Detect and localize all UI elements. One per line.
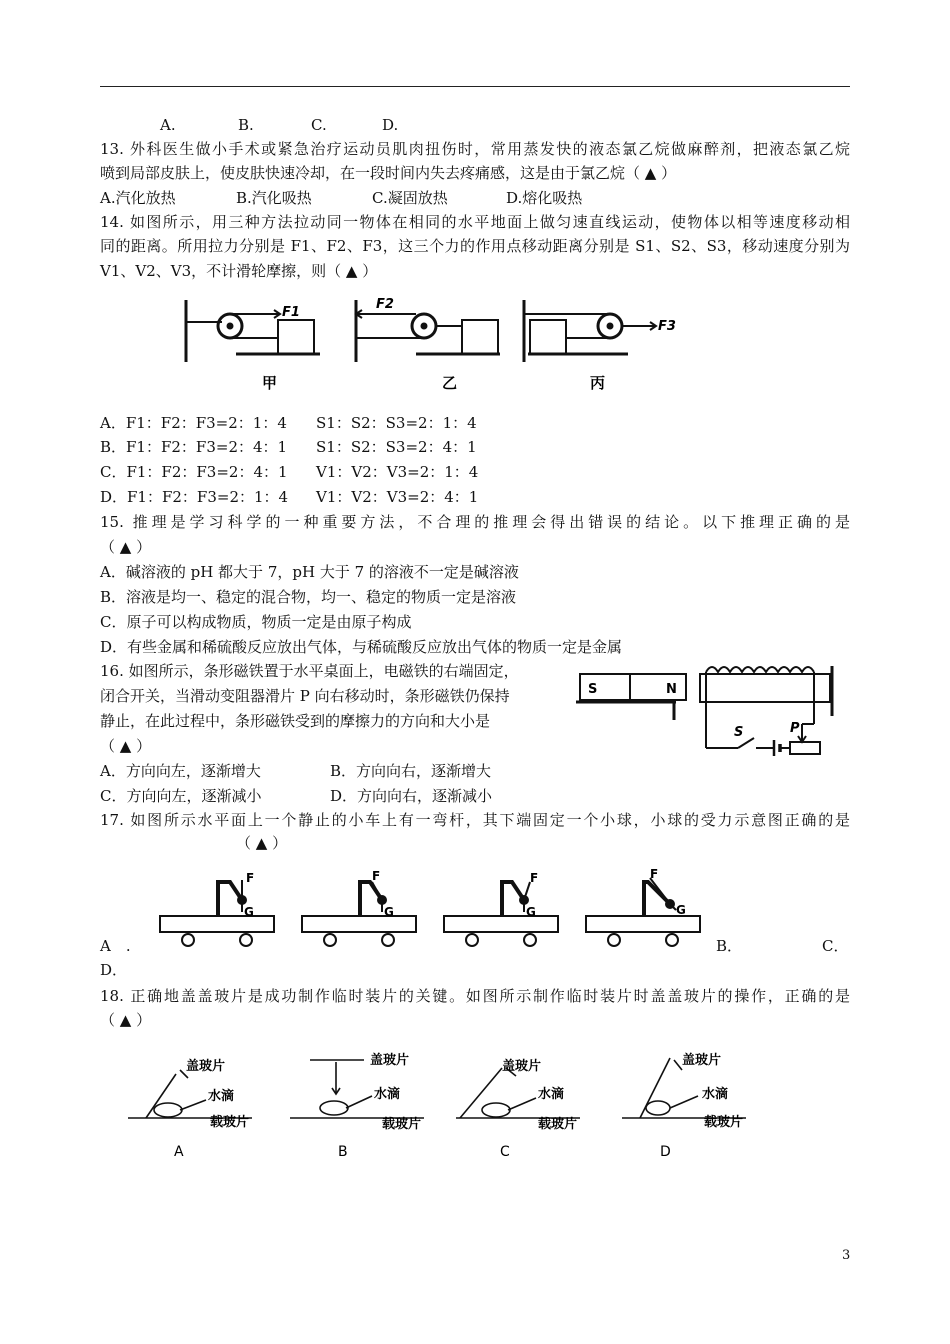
q18-b-cover-label: 盖玻片	[370, 1053, 410, 1068]
q16-electromagnet-figure	[574, 662, 840, 760]
q17-cart-a-g-label: G	[244, 905, 254, 919]
q12-option-a: A.	[160, 116, 176, 134]
q18-a-drop-label: 水滴	[208, 1089, 235, 1104]
q16-option-a: A．方向向左，逐渐增大	[100, 762, 261, 780]
q15-stem-line1: 15. 推理是学习科学的一种重要方法，不合理的推理会得出错误的结论。以下推理正确的是	[100, 513, 850, 531]
q18-b-drop-label: 水滴	[374, 1087, 401, 1102]
q15-stem-line2: （ ▲ ）	[100, 538, 152, 556]
q14-force-label-f2: F2	[376, 297, 394, 312]
q15-option-d: D．有些金属和稀硫酸反应放出气体，与稀硫酸反应放出气体的物质一定是金属	[100, 638, 623, 656]
q18-c-drop-label: 水滴	[538, 1087, 565, 1102]
page-number: 3	[842, 1248, 851, 1263]
q18-d-slide-label: 载玻片	[704, 1115, 744, 1130]
q17-stem-line2: （ ▲ ）	[236, 834, 288, 852]
q14-pulley-figure	[180, 290, 680, 395]
q14-option-b-second: S1：S2：S3=2：4：1	[316, 438, 477, 456]
q16-stem-line1: 16. 如图所示，条形磁铁置于水平桌面上，电磁铁的右端固定，	[100, 662, 519, 680]
q15-option-c: C．原子可以构成物质，物质一定是由原子构成	[100, 613, 412, 631]
q14-stem-line2: 同的距离。所用拉力分别是 F1、F2、F3，这三个力的作用点移动距离分别是 S1、S2、S3，移动速度分别为	[100, 237, 850, 255]
q18-a-slide-label: 载玻片	[210, 1115, 250, 1130]
q14-option-d-second: V1：V2：V3=2：4：1	[316, 488, 479, 506]
q14-stem-line3: V1、V2、V3，不计滑轮摩擦，则（ ▲ ）	[100, 262, 378, 280]
q12-option-d: D.	[382, 116, 399, 134]
q17-cart-d-g-label: G	[676, 903, 686, 917]
q15-option-b: B．溶液是均一、稳定的混合物，均一、稳定的物质一定是溶液	[100, 588, 517, 606]
q16-option-c: C．方向向左，逐渐减小	[100, 787, 262, 805]
q18-figure-letter-c: C	[500, 1144, 510, 1160]
q17-option-a: A .	[100, 937, 131, 955]
q17-cart-b-g-label: G	[384, 905, 394, 919]
q18-coverslip-figure	[124, 1048, 764, 1166]
q14-figure-label-jia: 甲	[262, 374, 278, 392]
q18-figure-letter-a: A	[174, 1144, 184, 1160]
q16-stem-line4: （ ▲ ）	[100, 737, 152, 755]
q13-stem-line1: 13. 外科医生做小手术或紧急治疗运动员肌肉扭伤时，常用蒸发快的液态氯乙烷做麻醉剂，把液态氯乙烷	[100, 140, 850, 158]
q18-figure-letter-b: B	[338, 1144, 348, 1160]
q16-magnet-s-label: S	[588, 682, 598, 697]
q18-stem-line1: 18. 正确地盖盖玻片是成功制作临时装片的关键。如图所示制作临时装片时盖盖玻片的操作，正确的是	[100, 987, 850, 1005]
q14-option-b-ratio: B．F1：F2：F3=2：4：1	[100, 438, 288, 456]
q13-option-a: A.汽化放热	[100, 189, 176, 207]
q14-option-c-ratio: C．F1：F2：F3=2：4：1	[100, 463, 288, 481]
q18-d-drop-label: 水滴	[702, 1087, 729, 1102]
q17-option-d: D．	[100, 961, 128, 979]
q14-figure-label-bing: 丙	[590, 374, 606, 392]
q18-figure-letter-d: D	[660, 1144, 671, 1160]
q14-force-label-f1: F1	[282, 305, 300, 320]
q13-stem-line2: 喷到局部皮肤上，使皮肤快速冷却，在一段时间内失去疼痛感，这是由于氯乙烷（ ▲ ）	[100, 164, 677, 182]
q17-cart-a-f-label: F	[246, 871, 255, 885]
q16-switch-label: S	[734, 725, 744, 740]
q14-option-d-ratio: D．F1：F2：F3=2：1：4	[100, 488, 289, 506]
q17-stem-line1: 17. 如图所示水平面上一个静止的小车上有一弯杆，其下端固定一个小球，小球的受力示意图正确的是	[100, 811, 850, 829]
q16-magnet-n-label: N	[666, 682, 677, 697]
q17-cart-b-f-label: F	[372, 869, 381, 883]
q16-stem-line2: 闭合开关，当滑动变阻器滑片 P 向右移动时，条形磁铁仍保持	[100, 687, 510, 705]
q17-cart-c-g-label: G	[526, 905, 536, 919]
q14-force-label-f3: F3	[658, 319, 676, 334]
q14-stem-line1: 14. 如图所示，用三种方法拉动同一物体在相同的水平地面上做匀速直线运动，使物体以相等速度移动相	[100, 213, 850, 231]
q16-slider-label: P	[790, 721, 800, 736]
q17-option-c: C．	[822, 937, 849, 955]
q14-figure-label-yi: 乙	[442, 374, 458, 392]
q17-option-b: B．	[716, 937, 743, 955]
q18-d-cover-label: 盖玻片	[682, 1053, 722, 1068]
q14-option-a-second: S1：S2：S3=2：1：4	[316, 414, 477, 432]
q14-option-c-second: V1：V2：V3=2：1：4	[316, 463, 479, 481]
q15-option-a: A．碱溶液的 pH 都大于 7，pH 大于 7 的溶液不一定是碱溶液	[100, 563, 519, 581]
q18-b-slide-label: 载玻片	[382, 1117, 422, 1132]
q13-option-b: B.汽化吸热	[236, 189, 312, 207]
q17-cart-figure	[150, 868, 710, 950]
q17-cart-c-f-label: F	[530, 871, 539, 885]
q12-option-c: C.	[311, 116, 327, 134]
q13-option-d: D.熔化吸热	[506, 189, 583, 207]
q13-option-c: C.凝固放热	[372, 189, 448, 207]
q16-stem-line3: 静止，在此过程中，条形磁铁受到的摩擦力的方向和大小是	[100, 712, 491, 730]
q17-cart-d-f-label: F	[650, 867, 659, 881]
q18-stem-line2: （ ▲ ）	[100, 1011, 152, 1029]
q16-option-b: B．方向向右，逐渐增大	[330, 762, 492, 780]
header-rule	[100, 86, 850, 87]
q18-c-slide-label: 载玻片	[538, 1117, 578, 1132]
q18-a-cover-label: 盖玻片	[186, 1059, 226, 1074]
q18-c-cover-label: 盖玻片	[502, 1059, 542, 1074]
q12-option-b: B.	[238, 116, 254, 134]
q16-option-d: D．方向向右，逐渐减小	[330, 787, 493, 805]
q14-option-a-ratio: A．F1：F2：F3=2：1：4	[100, 414, 287, 432]
